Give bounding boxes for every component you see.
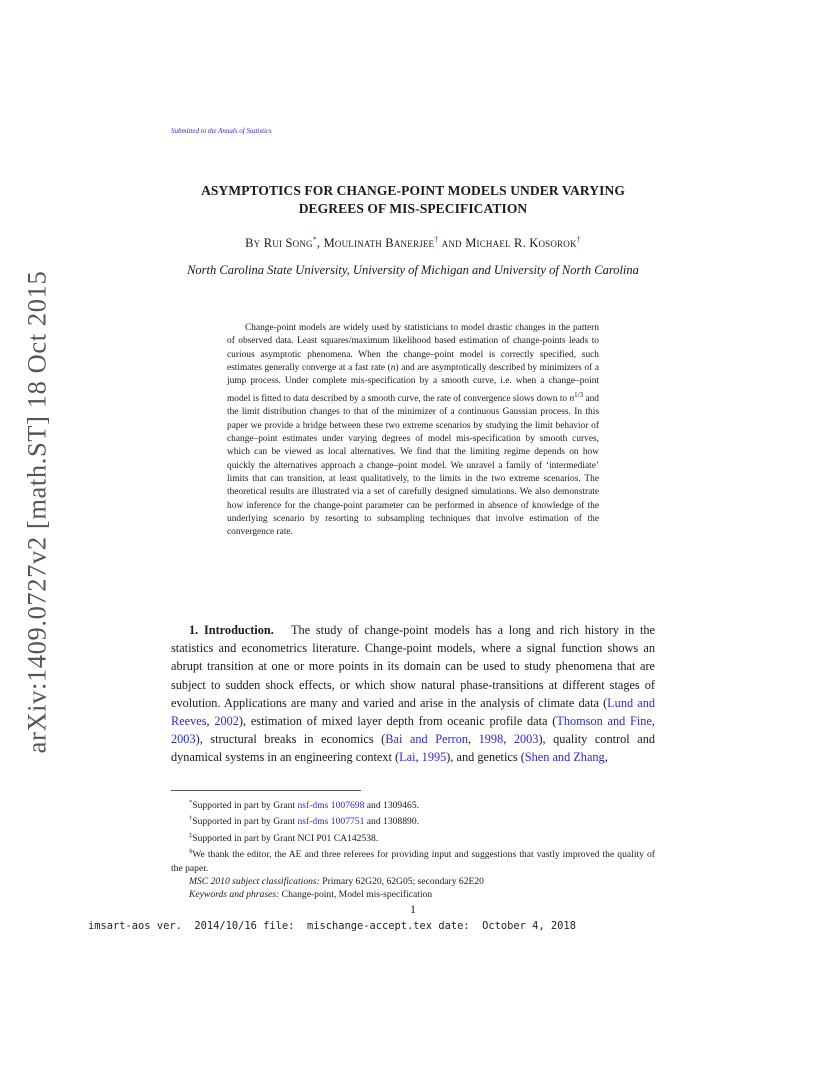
arxiv-identifier[interactable]: arXiv:1409.0727v2 [math.ST] 18 Oct 2015	[21, 270, 52, 754]
msc-classification	[171, 875, 655, 888]
author-footnote-mark-1[interactable]: *	[312, 235, 317, 244]
author-by: By Rui Song	[245, 236, 313, 251]
journal-header-note[interactable]: Submitted to the Annals of Statistics	[171, 127, 272, 135]
intro-text-3: ), structural breaks in economics (	[195, 732, 386, 747]
footnote-mark: ‡	[189, 831, 193, 839]
footnote-rule	[171, 790, 361, 791]
author-third: and Michael R. Kosorok	[438, 236, 577, 251]
footnote-mark: *	[189, 799, 193, 806]
abstract-rate-slow: n	[569, 393, 575, 404]
citation-lai-year[interactable]: 1995	[421, 750, 447, 765]
abstract-text-3: and the limit distribution changes to that of the minimizer of a continuous Gaussian process. In this paper we provide a bridge between these two extreme scenarios by studying the limit behavior of change–point estimates under varying degrees of model mis-specification by smooth curves, which can be viewed as local alternatives. We find that the limiting regime depends on how quickly the alternatives approach a change–point model. We unravel a family of ‘intermediate’ limits that can transition, at least qualitatively, to the limits in the two extreme scenarios. The theoretical results are illustrated via a set of carefully designed simulations. We also demonstrate how inference for the change-point parameter can be performed in absence of knowledge of the underlying scenario by resorting to subsampling techniques that involve estimation of the convergence rate.	[227, 393, 599, 538]
footnote-4	[171, 845, 655, 875]
footnotes	[171, 796, 655, 901]
footnote-mark: §	[189, 848, 193, 856]
citation-lai[interactable]: Lai	[399, 750, 416, 765]
citation-bai-perron-year-2[interactable]: 2003	[513, 732, 539, 747]
citation-bai-perron-year-1[interactable]: 1998	[478, 732, 504, 747]
citation-comma: ,	[651, 714, 655, 729]
keywords-text: Change-point, Model mis-specification	[279, 888, 433, 900]
citation-lund-reeves-year[interactable]: 2002	[214, 714, 239, 729]
intro-text-2: ), estimation of mixed layer depth from oceanic profile data (	[238, 714, 557, 729]
author-second: , Moulinath Banerjee	[316, 236, 435, 251]
intro-text-4: ), quality control and dynamical systems in an engineering context (	[171, 732, 655, 765]
page-number: 1	[410, 902, 416, 916]
footnote-text: and 1308890.	[364, 816, 420, 828]
citation-shen-zhang[interactable]: Shen and Zhang	[524, 750, 605, 765]
citation-lund-reeves[interactable]: Lund and Reeves	[171, 695, 655, 729]
intro-text-6: ,	[604, 750, 608, 765]
citation-bai-perron[interactable]: Bai and Perron	[385, 732, 468, 747]
intro-text-5: ), and genetics (	[446, 750, 525, 765]
abstract-text-1: Change-point models are widely used by statisticians to model drastic changes in the pattern of observed data. Least squares/maximum likelihood based estimation of change-points leads to curious asymptotic phenomena. When the change–point model is correctly specified, such estimates generally converge at a fast rate (	[227, 323, 599, 374]
title-line-1: ASYMPTOTICS FOR CHANGE-POINT MODELS UNDER VARYING	[201, 183, 625, 198]
author-list	[171, 235, 655, 251]
introduction-section	[171, 621, 655, 767]
footnote-text: Supported in part by Grant	[192, 816, 298, 828]
paper-title	[171, 182, 655, 218]
grant-link-1007698[interactable]: nsf-dms 1007698	[297, 800, 365, 812]
citation-comma: ,	[468, 732, 479, 747]
citation-thomson-fine-year[interactable]: 2003	[171, 732, 196, 747]
footnote-mark: †	[189, 815, 193, 823]
section-heading: 1. Introduction.	[189, 623, 274, 637]
footnote-text: Supported in part by Grant	[192, 800, 298, 812]
abstract-text-2: ) and are asymptotically described by minimizers of a jump process. Under complete mis-specification by a smooth curve, i.e. when a change–point model is fitted to data described by a smooth curve, the rate of convergence slows down to	[227, 363, 599, 404]
citation-comma: ,	[503, 732, 514, 747]
footnote-text: Supported in part by Grant NCI P01 CA142538.	[192, 832, 379, 844]
file-info-footer: imsart-aos ver. 2014/10/16 file: mischange-accept.tex date: October 4, 2018	[88, 920, 576, 932]
msc-text: Primary 62G20, 62G05; secondary 62E20	[319, 875, 484, 887]
author-footnote-mark-2[interactable]: †	[434, 235, 439, 244]
affiliation: North Carolina State University, University of Michigan and University of North Carolina	[187, 263, 639, 277]
citation-comma: ,	[415, 750, 422, 765]
citation-thomson-fine[interactable]: Thomson and Fine	[556, 714, 652, 729]
abstract	[227, 322, 599, 540]
footnote-3	[171, 829, 655, 845]
keywords-label: Keywords and phrases:	[189, 888, 280, 900]
intro-text-1: The study of change-point models has a long and rich history in the statistics and econometrics literature. Change-point models, where a signal function shows an abrupt transition at one or more points in its domain can be used to study phenomena that are subject to sudden shock effects, or which show natural phase-transitions at different stages of evolution. Applications are many and varied and arise in the analysis of climate data (	[171, 623, 655, 710]
keywords	[171, 888, 655, 901]
msc-label: MSC 2010 subject classifications:	[189, 875, 320, 887]
footnote-2	[171, 812, 655, 828]
footnote-1	[171, 796, 655, 812]
title-line-2: DEGREES OF MIS-SPECIFICATION	[298, 201, 528, 216]
footnote-text: and 1309465.	[364, 800, 420, 812]
citation-comma: ,	[206, 714, 215, 729]
grant-link-1007751[interactable]: nsf-dms 1007751	[297, 816, 365, 828]
abstract-rate-fast: n	[390, 363, 396, 374]
author-footnote-mark-3[interactable]: †	[576, 235, 581, 244]
intro-paragraph	[171, 621, 655, 767]
footnote-text: We thank the editor, the AE and three referees for providing input and suggestions that vastly improved the quality of the paper.	[171, 849, 655, 874]
abstract-paragraph	[227, 322, 599, 540]
abstract-rate-exponent: 1/3	[574, 390, 584, 399]
